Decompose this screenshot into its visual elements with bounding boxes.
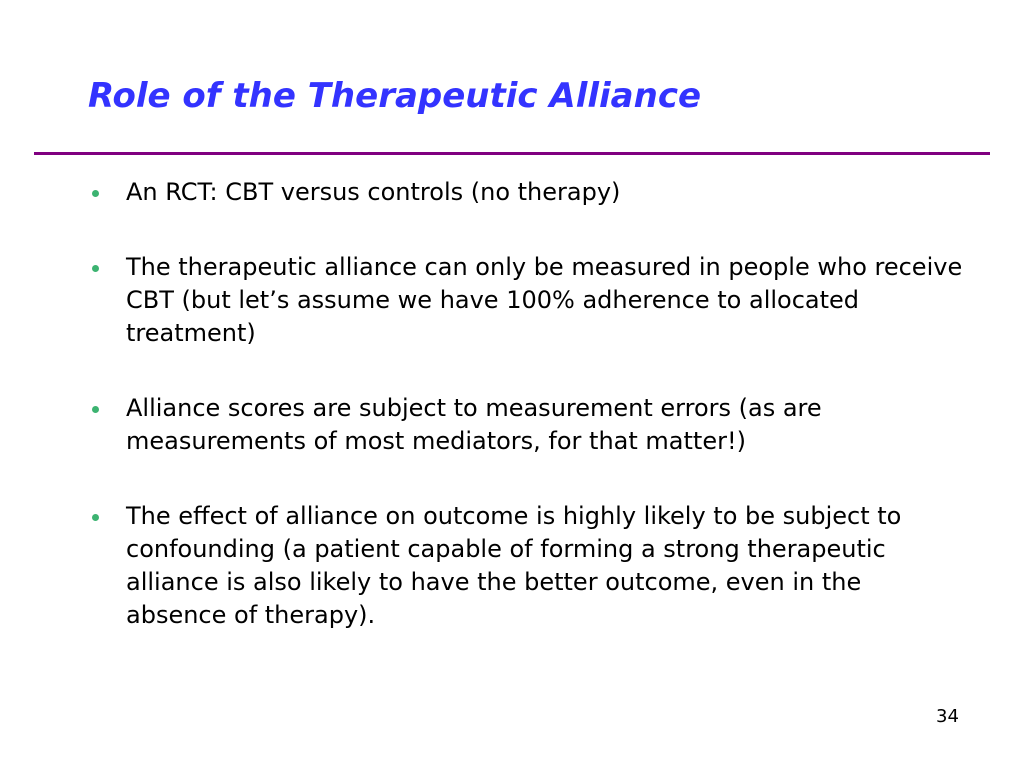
bullet-item — [86, 500, 966, 632]
bullet-text: An RCT: CBT versus controls (no therapy) — [126, 178, 621, 206]
bullet-dot-icon — [92, 265, 99, 272]
bullet-dot-icon — [92, 190, 99, 197]
slide-title: Role of the Therapeutic Alliance — [88, 76, 702, 116]
bullet-item — [86, 251, 966, 350]
bullet-text: The therapeutic alliance can only be measured in people who receive CBT (but let’s assume we have 100% adherence to allocated treatment) — [126, 253, 963, 347]
bullet-dot-icon — [92, 514, 99, 521]
bullet-item — [86, 392, 966, 458]
bullet-item — [86, 176, 966, 209]
title-divider — [34, 152, 990, 155]
bullet-text: The effect of alliance on outcome is highly likely to be subject to confounding (a patient capable of forming a strong therapeutic alliance is also likely to have the better outcome, even in the absence of therapy). — [126, 502, 902, 629]
bullet-text: Alliance scores are subject to measurement errors (as are measurements of most mediators, for that matter!) — [126, 394, 822, 455]
bullet-dot-icon — [92, 406, 99, 413]
bullet-list — [86, 176, 966, 674]
page-number: 34 — [936, 706, 959, 727]
